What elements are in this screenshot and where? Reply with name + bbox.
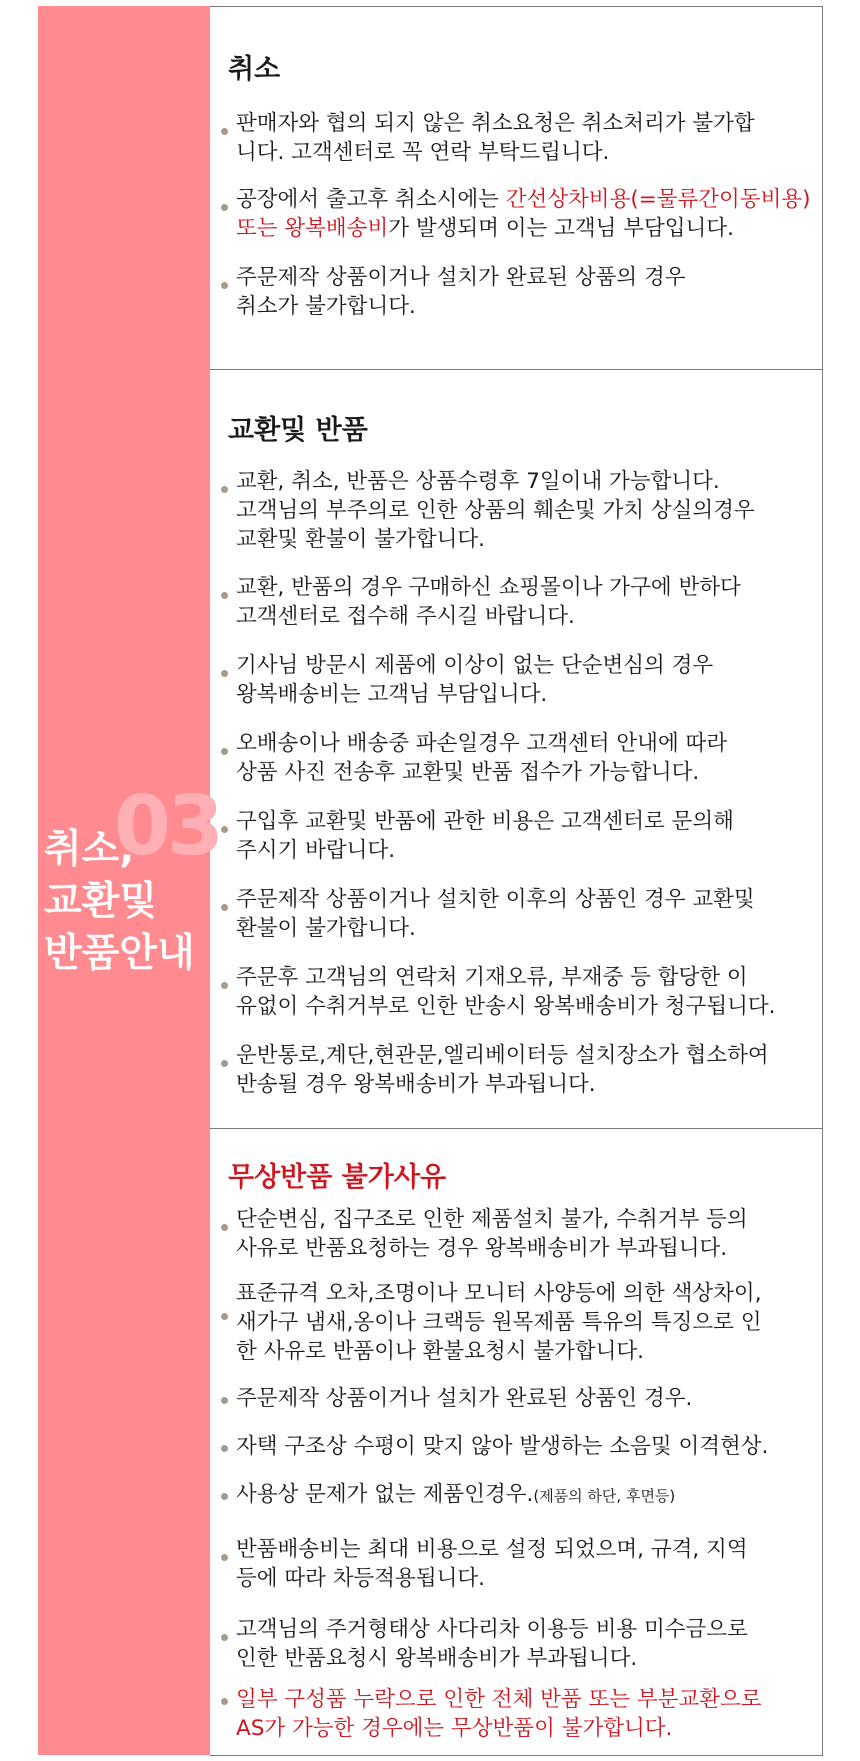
item-text: 사용상 문제가 없는 제품인경우. (236, 1482, 534, 1507)
list-item (236, 573, 821, 631)
sidebar-title-line: 취소, (44, 827, 135, 872)
bullet-icon (221, 204, 228, 211)
exchange-return-section (210, 370, 822, 1129)
bullet-icon (221, 282, 228, 289)
list-item (236, 185, 821, 243)
list-item (236, 1041, 821, 1099)
item-line: 판매자와 협의 되지 않은 취소요청은 취소처리가 불가합 (236, 111, 755, 136)
bullet-icon (221, 486, 228, 493)
item-line: 반송될 경우 왕복배송비가 부과됩니다. (236, 1072, 596, 1097)
item-line (236, 185, 821, 214)
sidebar-title-line: 반품안내 (44, 931, 195, 976)
bullet-icon (221, 670, 228, 677)
list-item (236, 885, 821, 943)
item-line: 고객센터로 접수해 주시길 바랍니다. (236, 604, 575, 629)
bullet-icon (221, 904, 228, 911)
bullet-icon (221, 1445, 228, 1452)
list-item (236, 1432, 821, 1461)
bullet-icon (221, 1493, 228, 1500)
list-item (236, 1384, 821, 1413)
bullet-icon (221, 826, 228, 833)
section-number: 03 (114, 779, 221, 874)
list-item (236, 467, 821, 554)
bullet-icon (221, 982, 228, 989)
list-item (236, 1205, 821, 1263)
item-line: AS가 가능한 경우에는 무상반품이 불가합니다. (236, 1716, 673, 1741)
sidebar-title (44, 824, 210, 980)
item-text: 공장에서 출고후 취소시에는 (236, 187, 506, 212)
list-item (236, 263, 821, 321)
bullet-icon (221, 1698, 228, 1705)
item-line: 주문제작 상품이거나 설치가 완료된 상품의 경우 (236, 265, 686, 290)
list-item (236, 1615, 821, 1673)
list-item (236, 729, 821, 787)
bullet-icon (221, 1634, 228, 1641)
cancel-section (210, 7, 822, 370)
item-line: 사유로 반품요청하는 경우 왕복배송비가 부과됩니다. (236, 1236, 728, 1261)
section-title: 취소 (228, 54, 281, 85)
item-line: 니다. 고객센터로 꼭 연락 부탁드립니다. (236, 140, 610, 165)
sidebar-panel (38, 6, 221, 1755)
item-line: 유없이 수취거부로 인한 반송시 왕복배송비가 청구됩니다. (236, 994, 776, 1019)
item-line: 고객님의 부주의로 인한 상품의 훼손및 가치 상실의경우 (236, 498, 755, 523)
bullet-icon (221, 128, 228, 135)
bullet-icon (221, 1313, 228, 1320)
section-title: 교환및 반품 (228, 415, 368, 446)
bullet-icon (221, 1060, 228, 1067)
item-line: 자택 구조상 수평이 맞지 않아 발생하는 소음및 이격현상. (236, 1434, 769, 1459)
item-line: 고객님의 주거형태상 사다리차 이용등 비용 미수금으로 (236, 1617, 748, 1642)
item-line: 새가구 냄새,옹이나 크랙등 원목제품 특유의 특징으로 인 (236, 1310, 762, 1335)
item-line: 오배송이나 배송중 파손일경우 고객센터 안내에 따라 (236, 731, 728, 756)
item-line: 주문후 고객님의 연락처 기재오류, 부재중 등 합당한 이 (236, 965, 748, 990)
list-item (236, 963, 821, 1021)
item-line: 일부 구성품 누락으로 인한 전체 반품 또는 부분교환으로 (236, 1687, 762, 1712)
item-line: 주문제작 상품이거나 설치한 이후의 상품인 경우 교환및 (236, 887, 755, 912)
item-line: 주문제작 상품이거나 설치가 완료된 상품인 경우. (236, 1386, 693, 1411)
item-line: 단순변심, 집구조로 인한 제품설치 불가, 수취거부 등의 (236, 1207, 748, 1232)
list-item (236, 1480, 821, 1511)
item-line: 반품배송비는 최대 비용으로 설정 되었으며, 규격, 지역 (236, 1537, 748, 1562)
item-text: 가 발생되며 이는 고객님 부담입니다. (388, 216, 734, 241)
item-line: 교환및 환불이 불가합니다. (236, 527, 485, 552)
item-line: 교환, 반품의 경우 구매하신 쇼핑몰이나 가구에 반하다 (236, 575, 741, 600)
list-item (236, 1685, 821, 1743)
item-line: 인한 반품요청시 왕복배송비가 부과됩니다. (236, 1646, 638, 1671)
item-line: 취소가 불가합니다. (236, 294, 416, 319)
bullet-icon (221, 592, 228, 599)
item-line: 등에 따라 차등적용됩니다. (236, 1566, 485, 1591)
item-line: 왕복배송비는 고객님 부담입니다. (236, 682, 548, 707)
item-line: 주시기 바랍니다. (236, 838, 396, 863)
item-line: 환불이 불가합니다. (236, 916, 416, 941)
bullet-icon (221, 1397, 228, 1404)
content-panel (210, 6, 823, 1756)
list-item (236, 1279, 821, 1366)
bullet-icon (221, 1554, 228, 1561)
list-item (236, 1535, 821, 1593)
item-line: 한 사유로 반품이나 환불요청시 불가합니다. (236, 1339, 645, 1364)
item-line: 상품 사진 전송후 교환및 반품 접수가 가능합니다. (236, 760, 700, 785)
bullet-icon (221, 1224, 228, 1231)
highlight-text: 간선상차비용(=물류간이동비용) (505, 187, 811, 212)
notice-page (38, 6, 823, 1755)
list-item (236, 651, 821, 709)
item-line (236, 214, 821, 243)
no-free-return-section (210, 1129, 822, 1755)
item-line: 운반통로,계단,현관문,엘리베이터등 설치장소가 협소하여 (236, 1043, 769, 1068)
item-line: 구입후 교환및 반품에 관한 비용은 고객센터로 문의해 (236, 809, 734, 834)
list-item (236, 109, 821, 167)
bullet-icon (221, 748, 228, 755)
sidebar-title-line: 교환및 (44, 879, 158, 924)
section-title: 무상반품 불가사유 (228, 1162, 447, 1193)
item-line: 표준규격 오차,조명이나 모니터 사양등에 의한 색상차이, (236, 1281, 762, 1306)
item-line (236, 1480, 821, 1511)
item-note: (제품의 하단, 후면등) (533, 1487, 676, 1505)
item-line: 기사님 방문시 제품에 이상이 없는 단순변심의 경우 (236, 653, 714, 678)
item-line: 교환, 취소, 반품은 상품수령후 7일이내 가능합니다. (236, 469, 720, 494)
list-item (236, 807, 821, 865)
highlight-text: 또는 왕복배송비 (236, 216, 389, 241)
